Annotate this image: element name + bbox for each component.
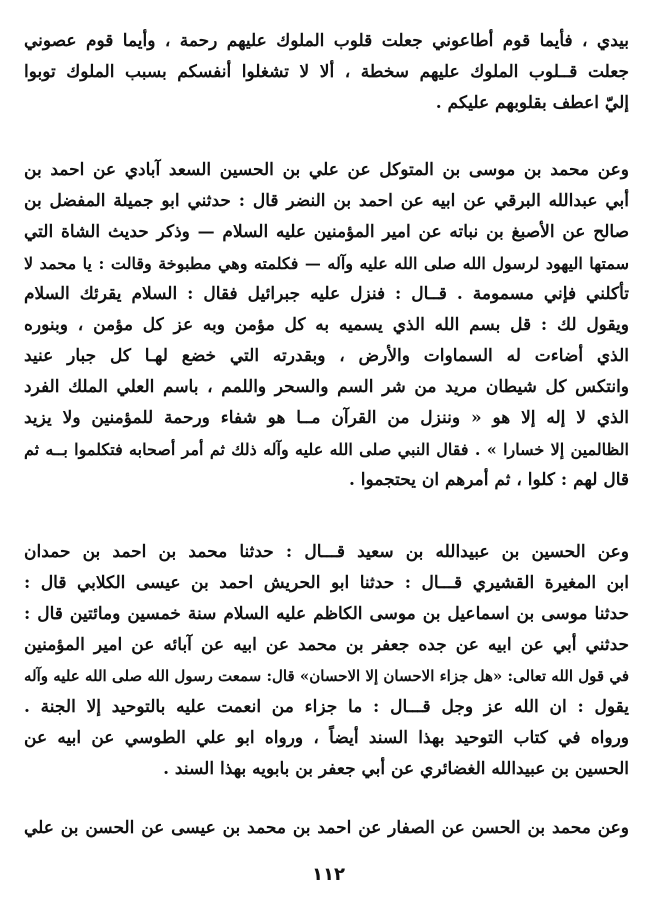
paragraph-2 <box>24 155 629 496</box>
page-number: ١١٢ <box>312 864 345 885</box>
text-line: ورواه في كتاب التوحيد بهذا السند أيضاً ، ورواه ابو علي الطوسي عن ابيه عن <box>24 728 629 748</box>
text-line: الذي لا إله إلا هو « وننزل من القرآن مــا هو شفاء ورحمة للمؤمنين ولا يزيد <box>24 408 629 428</box>
text-line: بيدي ، فأيما قوم أطاعوني جعلت قلوب الملوك عليهم رحمة ، وأيما قوم عصوني <box>24 31 629 51</box>
text-line: جعلت قــلوب الملوك عليهم سخطة ، ألا لا تشغلوا أنفسكم بسبب الملوك توبوا <box>24 62 629 82</box>
text-line: ويقول لك : قل بسم الله الذي يسميه به كل مؤمن وبه عز كل مؤمن ، وبنوره <box>24 315 629 335</box>
text-line: في قول الله تعالى: «هل جزاء الاحسان إلا الاحسان» قال: سمعت رسول الله صلى الله عليه وآله <box>24 667 629 685</box>
text-line: الظالمين إلا خسارا » . فقال النبي صلى الله عليه وآله ذلك ثم أمر أصحابه فتكلموا بــه ثم <box>24 440 629 459</box>
text-line: إليّ اعطف بقلوبهم عليكم . <box>435 93 629 113</box>
text-line: حدثنا موسى بن اسماعيل بن موسى الكاظم عليه السلام سنة خمسين ومائتين قال : <box>24 604 629 624</box>
text-line: الذي أضاءت له السماوات والأرض ، وبقدرته التي خضع لهـا كل جبار عنيد <box>24 346 629 366</box>
text-line: حدثني أبي عن ابيه عن جده جعفر بن محمد عن ابيه عن آبائه عن امير المؤمنين <box>24 635 629 655</box>
text-line: أبي عبدالله البرقي عن ابيه عن احمد بن النضر قال : حدثني ابو جميلة المفضل بن <box>24 191 629 211</box>
text-line: تأكلني فإني مسمومة . قــال : فنزل عليه جبرائيل فقال : السلام يقرئك السلام <box>24 284 629 304</box>
text-line: صالح عن الأصبغ بن نباته عن امير المؤمنين عليه السلام — وذكر حديث الشاة التي <box>24 222 629 242</box>
text-line: ابن المغيرة القشيري قـــال : حدثنا ابو الحريش احمد بن عيسى الكلابي قال : <box>24 573 629 593</box>
text-line: وعن الحسين بن عبيدالله بن سعيد قـــال : حدثنا محمد بن احمد بن حمدان <box>24 542 629 562</box>
paragraph-3 <box>24 537 629 785</box>
text-line: سمتها اليهود لرسول الله صلى الله عليه وآله — فكلمته وهي مطبوخة وقالت : يا محمد لا <box>24 254 629 273</box>
text-line: قال لهم : كلوا ، ثم أمرهم ان يحتجموا . <box>348 470 629 490</box>
text-line: الحسين بن عبيدالله الغضائري عن أبي جعفر بن بابويه بهذا السند . <box>163 759 629 779</box>
paragraph-1 <box>24 26 629 119</box>
text-line: وعن محمد بن موسى بن المتوكل عن علي بن الحسين السعد آبادي عن احمد بن <box>24 160 629 180</box>
text-line: يقول : ان الله عز وجل قـــال : ما جزاء من انعمت عليه بالتوحيد إلا الجنة . <box>24 697 629 717</box>
text-line: وعن محمد بن الحسن عن الصفار عن احمد بن محمد بن عيسى عن الحسن بن علي <box>24 818 629 838</box>
paragraph-4 <box>24 813 629 844</box>
text-line: وانتكس كل شيطان مريد من شر السم والسحر واللمم ، باسم العلي الملك الفرد <box>24 377 629 397</box>
